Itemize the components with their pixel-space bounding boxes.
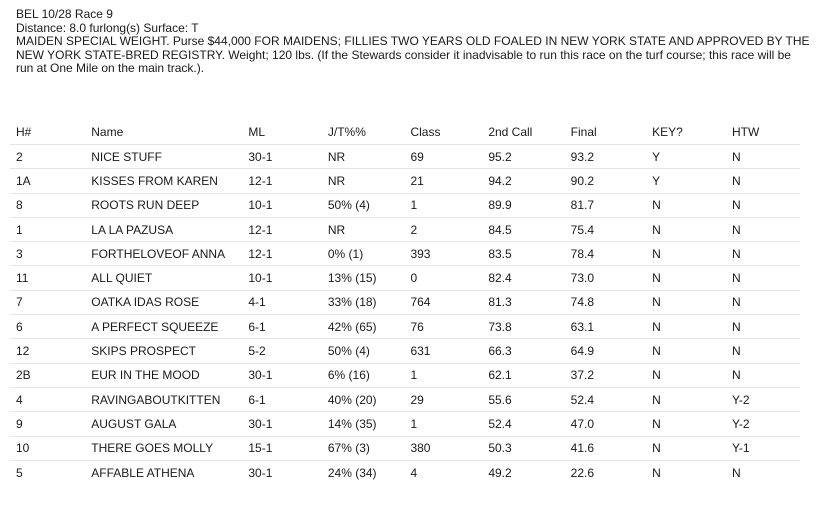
cell-htw: N bbox=[726, 242, 800, 266]
race-conditions: MAIDEN SPECIAL WEIGHT. Purse $44,000 FOR MAIDENS; FILLIES TWO YEARS OLD FOALED IN NEW YORK STATE AND APPROVED BY THE NEW YORK STATE-BRED REGISTRY. Weight; 120 lbs. (If the Stewards consider it inadvisable to run this race on the turf course; this race will be run at One Mile on the main track.). bbox=[16, 34, 810, 75]
cell-key: N bbox=[646, 412, 726, 436]
cell-key: N bbox=[646, 315, 726, 339]
cell-jt: NR bbox=[322, 169, 405, 193]
cell-ml: 12-1 bbox=[242, 169, 321, 193]
cell-hnum: 4 bbox=[10, 387, 85, 411]
cell-jt: 13% (15) bbox=[322, 266, 405, 290]
cell-name: ALL QUIET bbox=[85, 266, 242, 290]
cell-class: 1 bbox=[404, 363, 482, 387]
cell-key: N bbox=[646, 266, 726, 290]
cell-htw: N bbox=[726, 217, 800, 241]
table-row bbox=[10, 266, 800, 290]
cell-hnum: 1A bbox=[10, 169, 85, 193]
cell-jt: 0% (1) bbox=[322, 242, 405, 266]
cell-class: 764 bbox=[404, 290, 482, 314]
header-row bbox=[10, 120, 800, 145]
cell-jt: 40% (20) bbox=[322, 387, 405, 411]
cell-class: 69 bbox=[404, 145, 482, 169]
cell-2nd-call: 49.2 bbox=[482, 460, 564, 484]
table-row bbox=[10, 412, 800, 436]
table-row bbox=[10, 387, 800, 411]
cell-htw: Y-2 bbox=[726, 412, 800, 436]
cell-final: 47.0 bbox=[565, 412, 646, 436]
cell-key: N bbox=[646, 217, 726, 241]
cell-ml: 30-1 bbox=[242, 460, 321, 484]
cell-jt: 67% (3) bbox=[322, 436, 405, 460]
cell-key: N bbox=[646, 460, 726, 484]
cell-name: KISSES FROM KAREN bbox=[85, 169, 242, 193]
cell-name: AFFABLE ATHENA bbox=[85, 460, 242, 484]
table-row bbox=[10, 460, 800, 484]
cell-ml: 4-1 bbox=[242, 290, 321, 314]
cell-hnum: 9 bbox=[10, 412, 85, 436]
cell-2nd-call: 94.2 bbox=[482, 169, 564, 193]
cell-name: OATKA IDAS ROSE bbox=[85, 290, 242, 314]
cell-jt: 6% (16) bbox=[322, 363, 405, 387]
table-row bbox=[10, 315, 800, 339]
cell-ml: 12-1 bbox=[242, 217, 321, 241]
cell-hnum: 12 bbox=[10, 339, 85, 363]
table-header bbox=[10, 120, 800, 145]
table-row bbox=[10, 290, 800, 314]
cell-2nd-call: 50.3 bbox=[482, 436, 564, 460]
cell-htw: N bbox=[726, 315, 800, 339]
table-body bbox=[10, 145, 800, 485]
cell-hnum: 2B bbox=[10, 363, 85, 387]
cell-htw: N bbox=[726, 193, 800, 217]
cell-name: NICE STUFF bbox=[85, 145, 242, 169]
cell-2nd-call: 83.5 bbox=[482, 242, 564, 266]
cell-ml: 12-1 bbox=[242, 242, 321, 266]
cell-final: 22.6 bbox=[565, 460, 646, 484]
cell-class: 393 bbox=[404, 242, 482, 266]
column-header-class: Class bbox=[410, 125, 441, 139]
cell-name: FORTHELOVEOF ANNA bbox=[85, 242, 242, 266]
column-header-jt: J/T%% bbox=[327, 125, 366, 139]
cell-final: 74.8 bbox=[565, 290, 646, 314]
cell-jt: 42% (65) bbox=[322, 315, 405, 339]
cell-2nd-call: 81.3 bbox=[482, 290, 564, 314]
cell-class: 1 bbox=[404, 412, 482, 436]
cell-class: 0 bbox=[404, 266, 482, 290]
cell-name: RAVINGABOUTKITTEN bbox=[85, 387, 242, 411]
column-header-2nd-call: 2nd Call bbox=[488, 125, 533, 139]
cell-ml: 30-1 bbox=[242, 363, 321, 387]
cell-class: 21 bbox=[404, 169, 482, 193]
cell-htw: N bbox=[726, 145, 800, 169]
cell-final: 78.4 bbox=[565, 242, 646, 266]
cell-htw: N bbox=[726, 290, 800, 314]
cell-hnum: 3 bbox=[10, 242, 85, 266]
column-header-hnum: H# bbox=[16, 125, 32, 139]
cell-class: 76 bbox=[404, 315, 482, 339]
cell-final: 64.9 bbox=[565, 339, 646, 363]
cell-hnum: 6 bbox=[10, 315, 85, 339]
cell-hnum: 2 bbox=[10, 145, 85, 169]
cell-ml: 5-2 bbox=[242, 339, 321, 363]
table-row bbox=[10, 169, 800, 193]
cell-key: N bbox=[646, 290, 726, 314]
cell-ml: 10-1 bbox=[242, 193, 321, 217]
cell-2nd-call: 66.3 bbox=[482, 339, 564, 363]
cell-final: 37.2 bbox=[565, 363, 646, 387]
cell-class: 4 bbox=[404, 460, 482, 484]
cell-hnum: 7 bbox=[10, 290, 85, 314]
cell-jt: 14% (35) bbox=[322, 412, 405, 436]
cell-2nd-call: 95.2 bbox=[482, 145, 564, 169]
cell-htw: N bbox=[726, 169, 800, 193]
column-header-name: Name bbox=[91, 125, 124, 139]
cell-key: N bbox=[646, 387, 726, 411]
cell-key: N bbox=[646, 242, 726, 266]
table-row bbox=[10, 145, 800, 169]
cell-htw: N bbox=[726, 460, 800, 484]
cell-final: 93.2 bbox=[565, 145, 646, 169]
column-header-ml: ML bbox=[248, 125, 266, 139]
cell-name: LA LA PAZUSA bbox=[85, 217, 242, 241]
cell-name: THERE GOES MOLLY bbox=[85, 436, 242, 460]
cell-name: ROOTS RUN DEEP bbox=[85, 193, 242, 217]
race-table bbox=[10, 120, 800, 484]
cell-jt: 50% (4) bbox=[322, 193, 405, 217]
cell-key: N bbox=[646, 193, 726, 217]
cell-final: 73.0 bbox=[565, 266, 646, 290]
cell-key: N bbox=[646, 339, 726, 363]
cell-key: Y bbox=[646, 169, 726, 193]
cell-final: 81.7 bbox=[565, 193, 646, 217]
table-row bbox=[10, 436, 800, 460]
cell-2nd-call: 52.4 bbox=[482, 412, 564, 436]
cell-hnum: 1 bbox=[10, 217, 85, 241]
cell-name: EUR IN THE MOOD bbox=[85, 363, 242, 387]
table-row bbox=[10, 217, 800, 241]
cell-2nd-call: 82.4 bbox=[482, 266, 564, 290]
race-header bbox=[16, 8, 811, 76]
cell-2nd-call: 62.1 bbox=[482, 363, 564, 387]
table-row bbox=[10, 242, 800, 266]
cell-hnum: 10 bbox=[10, 436, 85, 460]
cell-2nd-call: 55.6 bbox=[482, 387, 564, 411]
cell-hnum: 11 bbox=[10, 266, 85, 290]
cell-final: 75.4 bbox=[565, 217, 646, 241]
cell-2nd-call: 73.8 bbox=[482, 315, 564, 339]
cell-name: A PERFECT SQUEEZE bbox=[85, 315, 242, 339]
cell-2nd-call: 84.5 bbox=[482, 217, 564, 241]
cell-ml: 6-1 bbox=[242, 387, 321, 411]
cell-htw: Y-1 bbox=[726, 436, 800, 460]
cell-hnum: 5 bbox=[10, 460, 85, 484]
cell-ml: 6-1 bbox=[242, 315, 321, 339]
cell-ml: 15-1 bbox=[242, 436, 321, 460]
cell-key: N bbox=[646, 436, 726, 460]
cell-final: 41.6 bbox=[565, 436, 646, 460]
column-header-final: Final bbox=[570, 125, 597, 139]
cell-class: 380 bbox=[404, 436, 482, 460]
cell-jt: 50% (4) bbox=[322, 339, 405, 363]
cell-class: 2 bbox=[404, 217, 482, 241]
cell-jt: 33% (18) bbox=[322, 290, 405, 314]
cell-hnum: 8 bbox=[10, 193, 85, 217]
cell-class: 1 bbox=[404, 193, 482, 217]
cell-htw: N bbox=[726, 363, 800, 387]
cell-jt: 24% (34) bbox=[322, 460, 405, 484]
race-line: BEL 10/28 Race 9 bbox=[16, 7, 113, 21]
cell-class: 29 bbox=[404, 387, 482, 411]
cell-key: N bbox=[646, 363, 726, 387]
cell-class: 631 bbox=[404, 339, 482, 363]
table-row bbox=[10, 363, 800, 387]
table-row bbox=[10, 339, 800, 363]
column-header-htw: HTW bbox=[731, 125, 760, 139]
cell-final: 52.4 bbox=[565, 387, 646, 411]
cell-ml: 10-1 bbox=[242, 266, 321, 290]
cell-2nd-call: 89.9 bbox=[482, 193, 564, 217]
cell-name: AUGUST GALA bbox=[85, 412, 242, 436]
cell-jt: NR bbox=[322, 217, 405, 241]
cell-key: Y bbox=[646, 145, 726, 169]
cell-htw: N bbox=[726, 266, 800, 290]
distance-line: Distance: 8.0 furlong(s) Surface: T bbox=[16, 20, 199, 35]
column-header-key: KEY? bbox=[652, 125, 683, 139]
cell-final: 63.1 bbox=[565, 315, 646, 339]
cell-jt: NR bbox=[322, 145, 405, 169]
cell-htw: N bbox=[726, 339, 800, 363]
cell-ml: 30-1 bbox=[242, 412, 321, 436]
table-row bbox=[10, 193, 800, 217]
cell-ml: 30-1 bbox=[242, 145, 321, 169]
cell-htw: Y-2 bbox=[726, 387, 800, 411]
cell-final: 90.2 bbox=[565, 169, 646, 193]
cell-name: SKIPS PROSPECT bbox=[85, 339, 242, 363]
